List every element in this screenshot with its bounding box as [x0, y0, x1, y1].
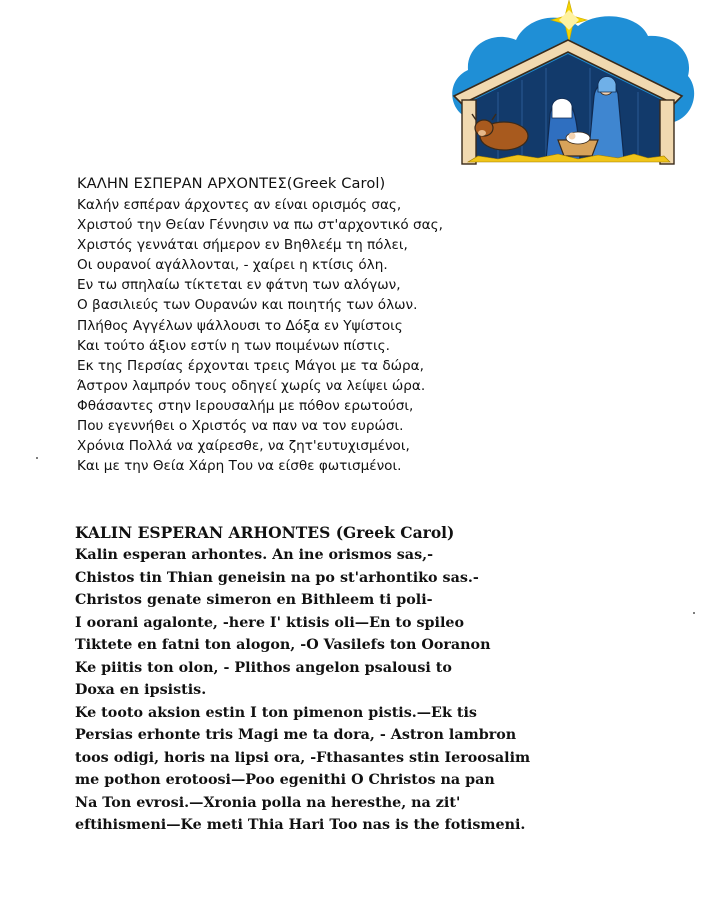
greek-line: Πλήθος Αγγέλων ψάλλουσι το Δόξα εν Υψίστοις — [77, 317, 403, 334]
transliteration-line: Tiktete en fatni ton alogon, -O Vasilefs ton Ooranon — [75, 637, 491, 653]
greek-line: Χριστού την Θείαν Γέννησιν να πω στ'αρχοντικό σας, — [77, 217, 443, 234]
transliteration-line: Ke tooto aksion estin I ton pimenon pistis.—Ek tis — [75, 704, 477, 721]
transliteration-line: toos odigi, horis na lipsi ora, -Fthasantes stin Ieroosalim — [75, 749, 531, 766]
transliteration-lyrics — [75, 521, 685, 837]
transliteration-line: me pothon erotoosi—Poo egenithi O Christos na pan — [75, 772, 495, 788]
scan-speck — [693, 612, 695, 614]
transliteration-line: Kalin esperan arhontes. An ine orismos sas,- — [75, 547, 434, 563]
transliteration-line: Ke piitis ton olon, - Plithos angelon psalousi to — [75, 659, 452, 676]
greek-line: Καλήν εσπέραν άρχοντες αν είναι ορισμός σας, — [77, 197, 402, 213]
greek-lyrics — [77, 173, 677, 476]
transliteration-line: Chistos tin Thian geneisin na po st'arhontiko sas.- — [75, 569, 479, 586]
scan-speck — [36, 457, 38, 459]
transliteration-line: I oorani agalonte, -here I' ktisis oli—En to spileo — [75, 614, 465, 631]
greek-line: Που εγεννήθει ο Χριστός να παν να τον ευρώσι. — [77, 418, 404, 435]
greek-line: Χρόνια Πολλά να χαίρεσθε, να ζητ'ευτυχισμένοι, — [77, 438, 410, 455]
greek-line: Άστρον λαμπρόν τους οδηγεί χωρίς να λείψει ώρα. — [77, 377, 426, 394]
greek-line: Χριστός γεννάται σήμερον εν Βηθλεέμ τη πόλει, — [77, 237, 408, 254]
greek-line: Εκ της Περσίας έρχονται τρεις Μάγοι με τα δώρα, — [77, 357, 424, 374]
transliteration-line: Na Ton evrosi.—Xronia polla na heresthe, na zit' — [75, 794, 461, 811]
transliteration-line: Christos genate simeron en Bithleem ti poli- — [75, 592, 433, 608]
transliteration-line: eftihismeni—Ke meti Thia Hari Too nas is the fotismeni. — [75, 817, 526, 833]
greek-line: Φθάσαντες στην Ιερουσαλήμ με πόθον ερωτούσι, — [77, 397, 414, 414]
greek-line: Και τούτο άξιον εστίν η των ποιμένων πίστις. — [77, 337, 390, 354]
transliteration-title: KALIN ESPERAN ARHONTES (Greek Carol) — [75, 523, 455, 542]
greek-line: Εν τω σπηλαίω τίκτεται εν φάτνη των αλόγων, — [77, 277, 401, 294]
greek-line: Ο βασιλιεύς των Ουρανών και ποιητής των όλων. — [77, 297, 418, 314]
greek-line: Οι ουρανοί αγάλλονται, - χαίρει η κτίσις όλη. — [77, 257, 388, 274]
nativity-scene-icon — [438, 0, 700, 168]
greek-title: ΚΑΛΗΝ ΕΣΠΕΡΑΝ ΑΡΧΟΝΤΕΣ(Greek Carol) — [77, 175, 386, 192]
greek-line: Και με την Θεία Χάρη Του να είσθε φωτισμένοι. — [77, 458, 402, 475]
transliteration-line: Persias erhonte tris Magi me ta dora, - Astron lambron — [75, 727, 517, 743]
transliteration-line: Doxa en ipsistis. — [75, 682, 207, 698]
